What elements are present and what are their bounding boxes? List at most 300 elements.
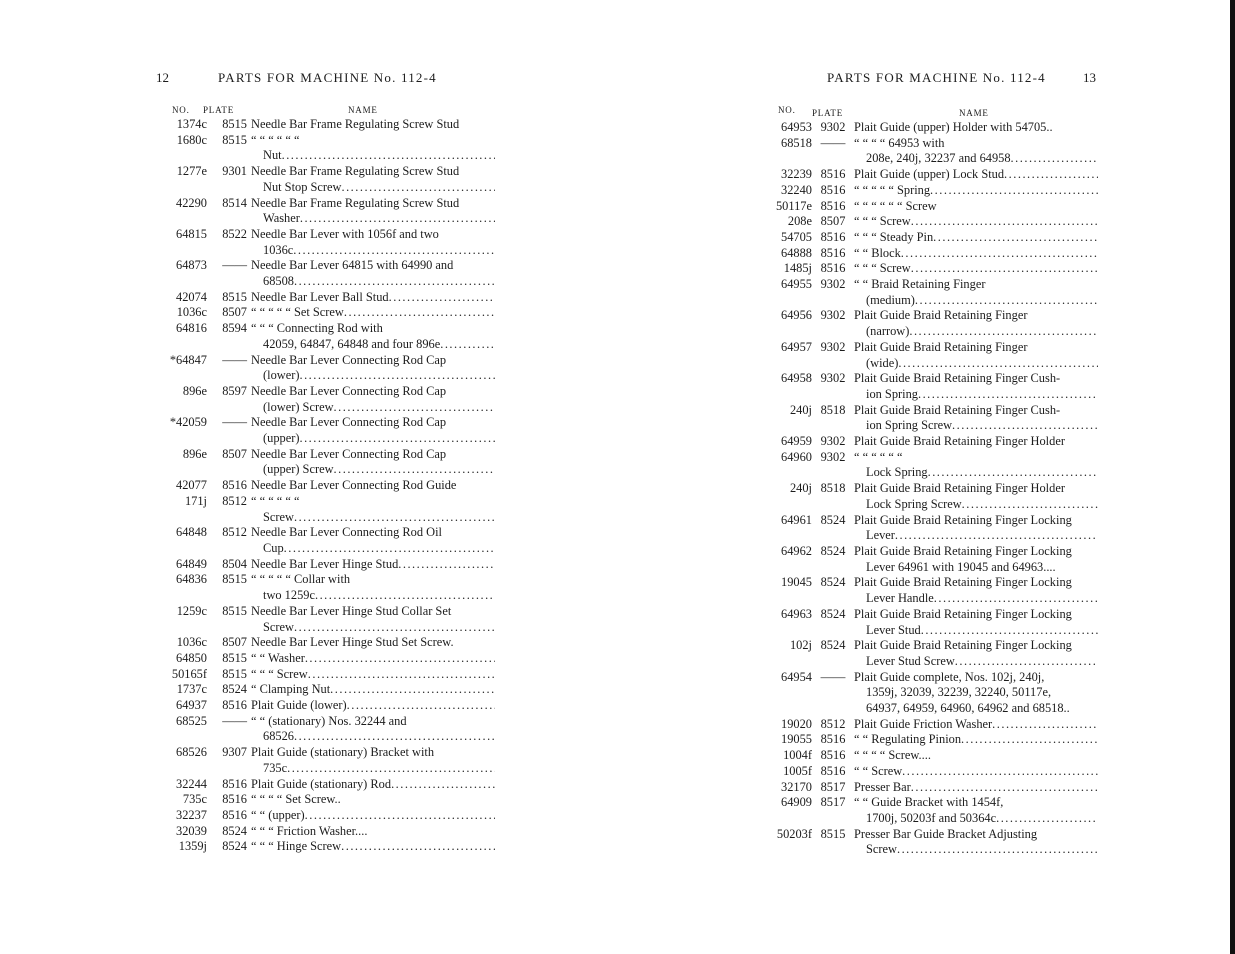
part-name-line: 64937, 64959, 64960, 64962 and 68518.. <box>866 701 1070 716</box>
part-name-line: Needle Bar Frame Regulating Screw Stud <box>251 164 460 179</box>
part-entry <box>150 824 495 840</box>
part-name <box>854 607 1098 638</box>
leader-dots <box>391 777 495 793</box>
part-number: 32239 <box>781 167 812 182</box>
part-name-line: 208e, 240j, 32237 and 64958 <box>866 151 1011 166</box>
part-name <box>854 403 1098 434</box>
part-entry <box>150 682 495 698</box>
part-name-line: Plait Guide Braid Retaining Finger Locking <box>854 606 1072 621</box>
part-entry <box>762 214 1098 230</box>
plate-number: 8516 <box>820 261 846 276</box>
plate-number: 9302 <box>820 371 846 386</box>
part-name-line: “ “ “ “ 64953 with <box>854 135 945 150</box>
part-entry <box>762 575 1098 606</box>
part-name-line: Presser Bar Guide Bracket Adjusting <box>854 826 1038 841</box>
part-entry <box>762 434 1098 450</box>
part-number: 68526 <box>176 745 207 760</box>
part-number: 896e <box>182 446 207 461</box>
plate-number: 8512 <box>820 716 846 731</box>
part-entry <box>762 136 1098 167</box>
leader-dots <box>305 651 495 667</box>
plate-number: 8516 <box>820 245 846 260</box>
part-number: 64954 <box>781 669 812 684</box>
leader-dots <box>1004 167 1098 183</box>
part-name-line: (wide) <box>866 355 899 370</box>
part-name-line: Lever Stud Screw <box>866 653 955 668</box>
part-entry <box>150 447 495 478</box>
column-header-plate: PLATE <box>203 105 234 115</box>
part-name <box>251 164 495 195</box>
part-number: 735c <box>182 792 207 807</box>
part-name-line: 68526 <box>263 729 294 744</box>
plate-number: 8594 <box>222 321 247 336</box>
leader-dots <box>287 761 495 777</box>
part-number: 102j <box>789 638 812 653</box>
part-number: 240j <box>789 481 812 496</box>
part-name-line: “ “ “ Screw <box>251 666 308 681</box>
column-header-plate: PLATE <box>812 108 843 118</box>
part-name <box>251 572 495 603</box>
part-name-line: 42059, 64847, 64848 and four 896e <box>263 336 441 351</box>
plate-number: 8524 <box>222 839 247 854</box>
part-name <box>854 764 1098 780</box>
plate-number: 8507 <box>222 635 247 650</box>
part-name <box>854 308 1098 339</box>
part-name-line: Needle Bar Lever Connecting Rod Cap <box>251 383 447 398</box>
part-name <box>854 230 1098 246</box>
leader-dots <box>961 732 1098 748</box>
parts-list <box>150 117 495 855</box>
part-entry <box>150 415 495 446</box>
part-entry <box>762 748 1098 764</box>
part-name-line: Plait Guide Braid Retaining Finger Locking <box>854 575 1072 590</box>
part-name <box>251 682 495 698</box>
part-name <box>854 795 1098 826</box>
leader-dots <box>996 811 1098 827</box>
leader-dots <box>308 667 495 683</box>
leader-dots <box>897 842 1098 858</box>
leader-dots <box>330 682 495 698</box>
plate-number: 8524 <box>820 512 846 527</box>
part-name-line: “ “ “ Steady Pin <box>854 229 934 244</box>
leader-dots <box>294 510 495 526</box>
column-header-no: NO. <box>172 105 190 115</box>
part-name-line: “ “ Braid Retaining Finger <box>854 277 986 292</box>
plate-number: 8516 <box>820 198 846 213</box>
part-entry <box>762 481 1098 512</box>
leader-dots <box>341 180 495 196</box>
part-name-line: Needle Bar Frame Regulating Screw Stud <box>251 195 460 210</box>
part-entry <box>762 261 1098 277</box>
part-entry <box>762 795 1098 826</box>
plate-number: —— <box>222 258 247 273</box>
part-number: 171j <box>184 493 207 508</box>
part-number: 1036c <box>176 305 207 320</box>
plate-number: 8524 <box>222 682 247 697</box>
part-name-line: (upper) <box>263 431 300 446</box>
parts-list <box>762 120 1098 858</box>
part-name <box>251 635 495 651</box>
part-number: 32240 <box>781 182 812 197</box>
plate-number: 8504 <box>222 556 247 571</box>
part-entry <box>150 777 495 793</box>
leader-dots <box>930 183 1098 199</box>
part-entry <box>150 651 495 667</box>
part-name <box>251 117 495 133</box>
column-header-name: NAME <box>959 108 989 118</box>
leader-dots <box>895 528 1098 544</box>
part-name <box>251 557 495 573</box>
right-page <box>617 0 1235 954</box>
part-entry <box>762 199 1098 215</box>
part-entry <box>762 513 1098 544</box>
part-name-line: Lever Stud <box>866 622 921 637</box>
part-name-line: Needle Bar Lever Hinge Stud Set Screw. <box>251 635 454 650</box>
plate-number: 8524 <box>222 823 247 838</box>
leader-dots <box>933 230 1098 246</box>
plate-number: 8512 <box>222 525 247 540</box>
part-entry <box>762 764 1098 780</box>
plate-number: 9301 <box>222 164 247 179</box>
leader-dots <box>928 465 1098 481</box>
part-name-line: Plait Guide Braid Retaining Finger Cush- <box>854 371 1061 386</box>
part-number: 1485j <box>783 261 812 276</box>
part-name-line: Plait Guide (upper) Lock Stud <box>854 167 1005 182</box>
part-name <box>251 525 495 556</box>
part-name <box>854 544 1098 575</box>
part-number: 1277e <box>176 164 207 179</box>
part-entry <box>150 714 495 745</box>
leader-dots <box>293 243 495 259</box>
part-name-line: Needle Bar Lever Connecting Rod Cap <box>251 352 447 367</box>
part-name <box>251 777 495 793</box>
part-name <box>854 246 1098 262</box>
leader-dots <box>299 431 495 447</box>
part-name <box>251 227 495 258</box>
part-entry <box>150 133 495 164</box>
part-number: 64956 <box>781 308 812 323</box>
part-name <box>251 667 495 683</box>
part-name <box>251 698 495 714</box>
part-name <box>854 481 1098 512</box>
part-name <box>251 290 495 306</box>
plate-number: 8515 <box>222 603 247 618</box>
plate-number: 8514 <box>222 195 247 210</box>
part-number: 64848 <box>176 525 207 540</box>
part-number: 32237 <box>176 807 207 822</box>
part-number: 42290 <box>176 195 207 210</box>
leader-dots <box>294 274 495 290</box>
part-name-line: two 1259c <box>263 588 315 603</box>
part-name-line: Needle Bar Lever Hinge Stud <box>251 556 399 571</box>
part-name <box>251 353 495 384</box>
part-number: 64963 <box>781 606 812 621</box>
part-entry <box>150 164 495 195</box>
part-name-line: 735c <box>263 760 288 775</box>
plate-number: —— <box>222 415 247 430</box>
leader-dots <box>305 808 495 824</box>
part-number: 64836 <box>176 572 207 587</box>
part-entry <box>150 808 495 824</box>
part-entry <box>762 544 1098 575</box>
plate-number: 8524 <box>820 575 846 590</box>
plate-number: 8517 <box>820 779 846 794</box>
part-name-line: “ “ “ “ Screw.... <box>854 748 931 763</box>
part-name-line: “ “ Washer <box>251 650 305 665</box>
part-number: 42077 <box>176 478 207 493</box>
part-name <box>854 167 1098 183</box>
plate-number: 8516 <box>222 776 247 791</box>
plate-number: 9302 <box>820 120 846 134</box>
part-name-line: “ “ “ “ “ Spring <box>854 182 931 197</box>
plate-number: 8515 <box>222 289 247 304</box>
plate-number: 8522 <box>222 226 247 241</box>
part-number: 1259c <box>176 603 207 618</box>
plate-number: 8516 <box>820 229 846 244</box>
plate-number: 8507 <box>222 446 247 461</box>
part-entry <box>150 117 495 133</box>
part-name <box>251 714 495 745</box>
part-name-line: Plait Guide Braid Retaining Finger Cush- <box>854 402 1061 417</box>
part-number: 50165f <box>171 666 207 681</box>
part-name-line: Plait Guide Braid Retaining Finger Locking <box>854 543 1072 558</box>
leader-dots <box>398 557 495 573</box>
running-head: PARTS FOR MACHINE No. 112-4 <box>218 70 437 85</box>
part-number: 208e <box>787 214 812 229</box>
part-name <box>854 827 1098 858</box>
leader-dots <box>334 462 495 478</box>
part-name-line: Plait Guide Friction Washer <box>854 716 993 731</box>
leader-dots <box>911 261 1098 277</box>
plate-number: 8516 <box>820 167 846 182</box>
part-name-line: (lower) Screw <box>263 399 334 414</box>
leader-dots <box>299 368 495 384</box>
part-number: 42074 <box>176 289 207 304</box>
part-name <box>251 133 495 164</box>
part-number: 1737c <box>176 682 207 697</box>
part-entry <box>762 230 1098 246</box>
part-name-line: Plait Guide (stationary) Rod <box>251 776 392 791</box>
part-entry <box>150 258 495 289</box>
part-entry <box>762 371 1098 402</box>
part-name-line: Needle Bar Lever Ball Stud <box>251 289 389 304</box>
part-name-line: Screw <box>263 619 294 634</box>
part-name-line: “ “ “ “ “ Set Screw <box>251 305 344 320</box>
part-entry <box>150 384 495 415</box>
part-entry <box>762 638 1098 669</box>
plate-number: 8518 <box>820 402 846 417</box>
part-name-line: 1036c <box>263 242 294 257</box>
leader-dots <box>347 698 495 714</box>
part-name-line: “ “ “ Screw <box>854 261 911 276</box>
plate-number: 9302 <box>820 277 846 292</box>
plate-number: 8516 <box>222 698 247 713</box>
page-number: 12 <box>156 70 169 85</box>
part-number: 64909 <box>781 795 812 810</box>
leader-dots <box>344 305 495 321</box>
part-name-line: “ “ “ Friction Washer.... <box>251 823 368 838</box>
part-entry <box>762 183 1098 199</box>
part-entry <box>762 827 1098 858</box>
part-number: 240j <box>789 402 812 417</box>
part-number: 64957 <box>781 339 812 354</box>
part-number: 64955 <box>781 277 812 292</box>
plate-number: 8507 <box>222 305 247 320</box>
plate-number: 8515 <box>222 132 247 147</box>
part-number: 64953 <box>781 120 812 134</box>
part-number: 64961 <box>781 512 812 527</box>
plate-number: —— <box>820 669 846 684</box>
part-name <box>854 732 1098 748</box>
part-name-line: Needle Bar Lever with 1056f and two <box>251 226 439 241</box>
part-name-line: (upper) Screw <box>263 462 334 477</box>
plate-number: 8524 <box>820 543 846 558</box>
part-name <box>251 651 495 667</box>
leader-dots <box>1011 151 1098 167</box>
part-name-line: Plait Guide (lower) <box>251 698 347 713</box>
part-name <box>251 824 495 840</box>
part-name-line: Needle Bar Lever 64815 with 64990 and <box>251 258 454 273</box>
part-number: 19055 <box>781 732 812 747</box>
part-name <box>854 120 1098 136</box>
part-name <box>854 183 1098 199</box>
part-name-line: Lock Spring Screw <box>866 496 962 511</box>
part-name-line: “ “ Block <box>854 245 901 260</box>
leader-dots <box>911 780 1098 796</box>
part-name-line: Cup <box>263 540 284 555</box>
part-number: 32170 <box>781 779 812 794</box>
leader-dots <box>440 337 495 353</box>
part-name-line: Needle Bar Lever Connecting Rod Oil <box>251 525 442 540</box>
part-name-line: (narrow) <box>866 324 910 339</box>
part-name-line: “ “ “ Screw <box>854 214 911 229</box>
page-spine-edge <box>1230 0 1235 954</box>
leader-dots <box>902 764 1098 780</box>
plate-number: —— <box>820 135 846 150</box>
part-name <box>251 305 495 321</box>
part-name-line: Plait Guide Braid Retaining Finger <box>854 339 1028 354</box>
part-entry <box>150 667 495 683</box>
part-entry <box>762 246 1098 262</box>
part-number: 32039 <box>176 823 207 838</box>
part-name-line: Lever 64961 with 19045 and 64963.... <box>866 559 1056 574</box>
part-name <box>854 450 1098 481</box>
part-number: 1359j <box>178 839 207 854</box>
part-name <box>251 745 495 776</box>
part-number: 64888 <box>781 245 812 260</box>
part-number: 1036c <box>176 635 207 650</box>
part-name <box>854 277 1098 308</box>
part-name-line: Needle Bar Lever Connecting Rod Guide <box>251 478 457 493</box>
leader-dots <box>300 211 495 227</box>
part-number: 64962 <box>781 543 812 558</box>
part-name-line: 1700j, 50203f and 50364c <box>866 810 997 825</box>
part-name <box>251 792 495 808</box>
left-page <box>0 0 617 954</box>
part-number: 54705 <box>781 229 812 244</box>
plate-number: 8516 <box>820 763 846 778</box>
part-entry <box>150 604 495 635</box>
part-number: 68518 <box>781 135 812 150</box>
leader-dots <box>911 214 1098 230</box>
leader-dots <box>955 654 1098 670</box>
leader-dots <box>952 418 1098 434</box>
plate-number: 8516 <box>820 732 846 747</box>
part-entry <box>762 167 1098 183</box>
plate-number: —— <box>222 352 247 367</box>
part-entry <box>762 340 1098 371</box>
part-entry <box>150 525 495 556</box>
part-name <box>854 136 1098 167</box>
part-entry <box>150 635 495 651</box>
part-number: 64849 <box>176 556 207 571</box>
part-name-line: Presser Bar <box>854 779 911 794</box>
part-name-line: “ “ “ “ Set Screw.. <box>251 792 341 807</box>
plate-number: 9302 <box>820 308 846 323</box>
part-name-line: “ “ “ Hinge Screw <box>251 839 342 854</box>
leader-dots <box>921 623 1098 639</box>
part-entry <box>150 494 495 525</box>
part-number: 64937 <box>176 698 207 713</box>
part-number: 64816 <box>176 321 207 336</box>
part-name-line: Plait Guide (upper) Holder with 54705.. <box>854 120 1053 134</box>
part-name <box>251 415 495 446</box>
part-number: 19020 <box>781 716 812 731</box>
part-number: 64958 <box>781 371 812 386</box>
part-name <box>854 748 1098 764</box>
part-name <box>854 434 1098 450</box>
plate-number: 8515 <box>222 572 247 587</box>
part-entry <box>762 717 1098 733</box>
part-name-line: Plait Guide (stationary) Bracket with <box>251 745 435 760</box>
part-name-line: “ “ “ “ “ “ <box>251 132 300 147</box>
part-name-line: Screw <box>866 842 897 857</box>
leader-dots <box>918 387 1098 403</box>
leader-dots <box>294 729 495 745</box>
plate-number: 8517 <box>820 795 846 810</box>
leader-dots <box>334 400 495 416</box>
part-number: 50117e <box>775 198 812 213</box>
leader-dots <box>282 148 495 164</box>
plate-number: 8515 <box>222 650 247 665</box>
part-name <box>251 447 495 478</box>
plate-number: 8516 <box>222 807 247 822</box>
part-entry <box>150 792 495 808</box>
part-name-line: Needle Bar Lever Connecting Rod Cap <box>251 415 447 430</box>
part-name-line: Needle Bar Lever Hinge Stud Collar Set <box>251 603 452 618</box>
leader-dots <box>992 717 1098 733</box>
plate-number: 8507 <box>820 214 846 229</box>
part-name <box>854 199 1098 215</box>
part-entry <box>150 745 495 776</box>
part-number: 896e <box>182 383 207 398</box>
leader-dots <box>898 356 1098 372</box>
leader-dots <box>294 620 495 636</box>
part-number: 64960 <box>781 449 812 464</box>
part-name <box>854 371 1098 402</box>
part-name-line: “ Clamping Nut <box>251 682 331 697</box>
part-name-line: “ “ “ “ “ “ <box>854 449 903 464</box>
part-name <box>854 670 1098 717</box>
plate-number: 9307 <box>222 745 247 760</box>
page-number: 13 <box>1083 70 1096 85</box>
part-name-line: (medium) <box>866 292 915 307</box>
part-name-line: “ “ Regulating Pinion <box>854 732 962 747</box>
part-number: 32244 <box>176 776 207 791</box>
plate-number: 8597 <box>222 383 247 398</box>
part-name-line: 1359j, 32039, 32239, 32240, 50117e, <box>866 685 1052 700</box>
part-name <box>854 513 1098 544</box>
